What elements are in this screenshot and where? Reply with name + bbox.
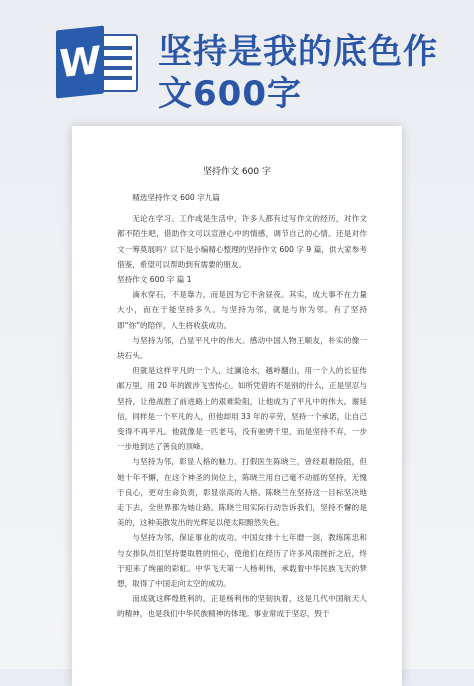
document-body xyxy=(117,190,367,622)
document-title: 坚持作文 600 字 xyxy=(203,167,271,177)
word-document-icon xyxy=(56,28,140,96)
paragraph: 滴水穿石，不是靠力，而是因为它不舍昼夜。其实，成大事不在力量大小，而在于能坚持多久。与坚持为邻，就是与你为邻。有了坚持即“你”的陪伴，人生将收获成功。 xyxy=(117,290,367,330)
section-heading: 坚持作文 600 字 篇 1 xyxy=(117,275,192,285)
paragraph-intro: 无论在学习、工作或是生活中，许多人都有过写作文的经历，对作文都不陌生吧，借助作文可以宣泄心中的情感，调节自己的心情。还是对作文一筹莫展吗？以下是小编精心整理的坚持作文 600 字 9 篇，供大家参考借鉴，希望可以帮助到有需要的朋友。 xyxy=(117,214,367,269)
paragraph: 而成就这辉煌胜利的，正是杨利伟的坚韧执着，这是几代中国航天人的精神，也是我们中华民族精神的体现。事业常成于坚忍，毁于 xyxy=(117,594,367,619)
paragraph: 与坚持为邻，保证事业的成功。中国女排十七年磨一剑，教练陈忠和与女排队员们坚持要取胜的恒心，使他们在经历了许多风雨挫折之后，终于迎来了绚丽的彩虹。中华飞天第一人杨利伟，承载着中华民族飞天的梦想，取得了中国走向太空的成功。 xyxy=(117,533,367,589)
word-logo-letter: W xyxy=(56,25,104,98)
banner-title-line-1: 坚持是我的底色作 xyxy=(158,32,438,72)
paragraph: 与坚持为邻，凸显平凡中的伟大。感动中国人物王顺友，朴实的像一块石头。 xyxy=(117,335,367,361)
paragraph: 但就是这样平凡的一个人，过澜沧水，越岭翻山，用一个人的长征传邮万里，用 20 年的跋涉飞雪传心。如所凭借的不是别的什么，正是坚忍与坚持，让他战胜了前进路上的艰难险阻，让他成为了平凡中的伟大。谢延信，同样是一个平凡的人，但他却用 33 年的辛劳，坚持一个承诺，让自己变得不再平凡。他就像是一匹老马，没有驰骋千里，而是坚持不弃，一步一步地到达了善良的顶峰。 xyxy=(117,366,367,452)
paragraph: 与坚持为邻，彰显人格的魅力。打假医生陈晓兰，曾经艰难险阻，但她十年不懈，在这个神圣的岗位上，陈晓兰用自己毫不动摇的坚持，无愧于良心，更对生命负责，彰显崇高的人格。陈晓兰在坚持这一目标坚决地走下去，全世界都为她让路。陈晓兰用实际行动告诉我们，坚持不懈的是美的，这种美散发出的光辉足以使太阳黯然失色。 xyxy=(117,457,367,528)
document-subtitle: 精选坚持作文 600 字九篇 xyxy=(132,193,220,202)
banner-title-line-2: 文600字 xyxy=(158,74,302,114)
header-banner xyxy=(0,0,474,125)
document-page xyxy=(72,126,402,686)
